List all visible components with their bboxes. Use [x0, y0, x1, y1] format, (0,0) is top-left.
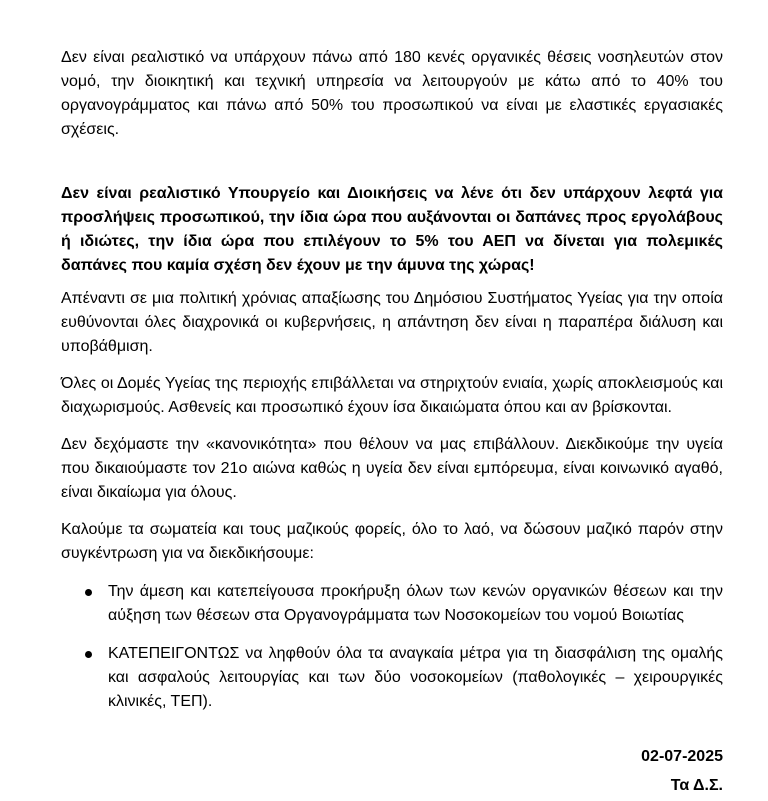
- list-item: [61, 642, 723, 714]
- paragraph-health-structures: Όλες οι Δομές Υγείας της περιοχής επιβάλλεται να στηριχτούν ενιαία, χωρίς αποκλεισμούς και διαχωρισμούς. Ασθενείς και προσωπικό έχουν ίσα δικαιώματα όπου και αν βρίσκονται.: [61, 375, 723, 416]
- demands-list: [61, 580, 723, 714]
- paragraph-health-system: Απέναντι σε μια πολιτική χρόνιας απαξίωσης του Δημόσιου Συστήματος Υγείας για την οποία ευθύνονται όλες διαχρονικά οι κυβερνήσεις, η απάντηση δεν είναι η παραπέρα διάλυση και υποβάθμιση.: [61, 290, 723, 355]
- document-body: [61, 46, 723, 714]
- paragraph-ministry-funding: Δεν είναι ρεαλιστικό Υπουργείο και Διοικήσεις να λένε ότι δεν υπάρχουν λεφτά για προσλήψεις προσωπικού, την ίδια ώρα που αυξάνονται οι δαπάνες προς εργολάβους ή ιδιώτες, την ίδια ώρα που επιλέγουν το 5% του ΑΕΠ να δίνεται για πολεμικές δαπάνες που καμία σχέση δεν έχουν με την άμυνα της χώρας!: [61, 185, 723, 274]
- list-item: [61, 580, 723, 628]
- bullet-icon: [85, 651, 92, 658]
- list-item-text: Την άμεση και κατεπείγουσα προκήρυξη όλων των κενών οργανικών θέσεων και την αύξηση των θέσεων στα Οργανογράμματα των Νοσοκομείων του νομού Βοιωτίας: [108, 583, 723, 624]
- list-item-text: ΚΑΤΕΠΕΙΓΟΝΤΩΣ να ληφθούν όλα τα αναγκαία μέτρα για τη διασφάλιση της ομαλής και ασφαλούς λειτουργίας και των δύο νοσοκομείων (παθολογικές – χειρουργικές κλινικές, ΤΕΠ).: [108, 645, 723, 710]
- paragraph-vacancies: Δεν είναι ρεαλιστικό να υπάρχουν πάνω από 180 κενές οργανικές θέσεις νοσηλευτών στον νομό, την διοικητική και τεχνική υπηρεσία να λειτουργούν με κάτω από το 40% του οργανογράμματος και πάνω από 50% του προσωπικού να είναι με ελαστικές εργασιακές σχέσεις.: [61, 49, 723, 138]
- paragraph-call-to-action: Καλούμε τα σωματεία και τους μαζικούς φορείς, όλο το λαό, να δώσουν μαζικό παρόν στην συγκέντρωση για να διεκδικήσουμε:: [61, 521, 723, 562]
- paragraph-normality: Δεν δεχόμαστε την «κανονικότητα» που θέλουν να μας επιβάλλουν. Διεκδικούμε την υγεία που δικαιούμαστε τον 21ο αιώνα καθώς η υγεία δεν είναι εμπόρευμα, είναι κοινωνικό αγαθό, είναι δικαίωμα για όλους.: [61, 436, 723, 501]
- signature-date: 02-07-2025: [641, 748, 723, 765]
- signature-organization: Τα Δ.Σ.: [670, 777, 723, 794]
- bullet-icon: [85, 589, 92, 596]
